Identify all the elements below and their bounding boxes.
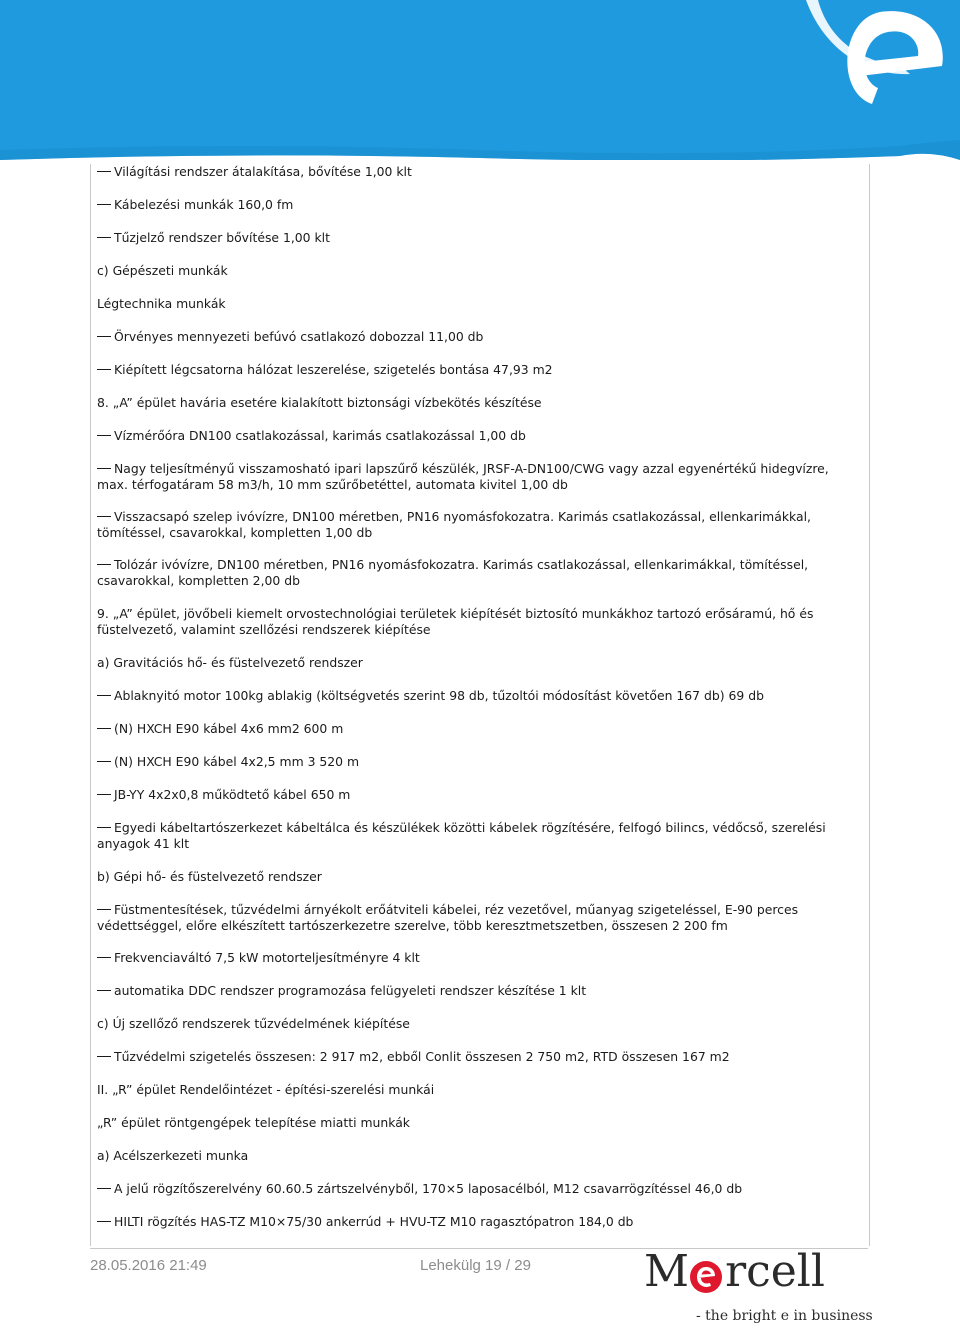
marcell-logo	[640, 1246, 873, 1328]
dash-bullet	[97, 761, 111, 762]
dash-bullet	[97, 369, 111, 370]
list-item: Füstmentesítések, tűzvédelmi árnyékolt erőátviteli kábelei, réz vezetővel, műanyag szigeteléssel, E-90 perces védettséggel, előre elkészített tartószerkezetre szerelve, több keresztmetszetben, összesen 2 200 fm	[97, 902, 799, 933]
dash-bullet	[97, 564, 111, 565]
header-band	[0, 0, 960, 160]
section-heading: a) Gravitációs hő- és füstelvezető rendszer	[97, 655, 363, 670]
dash-bullet	[97, 794, 111, 795]
list-item: automatika DDC rendszer programozása felügyeleti rendszer készítése 1 klt	[97, 983, 859, 999]
section-heading: 8. „A” épület havária esetére kialakított biztonsági vízbekötés készítése	[97, 395, 542, 410]
section-heading: b) Gépi hő- és füstelvezető rendszer	[97, 869, 322, 884]
list-item: Vízmérőóra DN100 csatlakozással, karimás csatlakozással 1,00 db	[97, 428, 859, 444]
dash-bullet	[97, 957, 111, 958]
dash-bullet	[97, 1188, 111, 1189]
dash-bullet	[97, 728, 111, 729]
list-item: Örvényes mennyezeti befúvó csatlakozó dobozzal 11,00 db	[97, 329, 859, 345]
list-item: HILTI rögzítés HAS-TZ M10×75/30 ankerrúd + HVU-TZ M10 ragasztópatron 184,0 db	[97, 1214, 859, 1230]
dash-bullet	[97, 336, 111, 337]
list-item: A jelű rögzítőszerelvény 60.60.5 zártszelvényből, 170×5 laposacélból, M12 csavarrögzítéssel 46,0 db	[97, 1181, 859, 1197]
list-item: Frekvenciaváltó 7,5 kW motorteljesítményre 4 klt	[97, 950, 859, 966]
dash-bullet	[97, 171, 111, 172]
logo-tagline: - the bright e in business	[696, 1308, 873, 1324]
dash-bullet	[97, 990, 111, 991]
header-background	[0, 0, 960, 160]
list-item: Kábelezési munkák 160,0 fm	[97, 197, 859, 213]
list-item: Kiépített légcsatorna hálózat leszerelése, szigetelés bontása 47,93 m2	[97, 362, 859, 378]
marcell-e-icon	[689, 1260, 723, 1294]
dash-bullet	[97, 468, 111, 469]
dash-bullet	[97, 1056, 111, 1057]
section-heading: Légtechnika munkák	[97, 296, 226, 311]
dash-bullet	[97, 695, 111, 696]
list-item: Ablaknyitó motor 100kg ablakig (költségvetés szerint 98 db, tűzoltói módosítást követően 167 db) 69 db	[97, 688, 859, 704]
section-heading: „R” épület röntgengépek telepítése miatti munkák	[97, 1115, 410, 1130]
list-item: Nagy teljesítményű visszamosható ipari lapszűrő készülék, JRSF-A-DN100/CWG vagy azzal egyenértékű hidegvízre, max. térfogatáram 58 m3/h, 10 mm szűrőbetéttel, automata kivitel 1,00 db	[97, 461, 829, 492]
footer-page-number: Lehekülg 19 / 29	[420, 1257, 531, 1274]
dash-bullet	[97, 516, 111, 517]
list-item: Tűzjelző rendszer bővítése 1,00 klt	[97, 230, 859, 246]
list-item: Egyedi kábeltartószerkezet kábeltálca és készülékek közötti kábelek rögzítésére, felfogó bilincs, védőcső, szerelési anyagok 41 klt	[97, 820, 826, 851]
logo-wordmark: M rcell	[644, 1246, 825, 1297]
dash-bullet	[97, 204, 111, 205]
list-item: Tolózár ivóvízre, DN100 méretben, PN16 nyomásfokozatra. Karimás csatlakozással, ellenkarimákkal, tömítéssel, csavarokkal, kompletten 2,00 db	[97, 557, 809, 588]
dash-bullet	[97, 1221, 111, 1222]
dash-bullet	[97, 435, 111, 436]
dash-bullet	[97, 237, 111, 238]
list-item: Tűzvédelmi szigetelés összesen: 2 917 m2, ebből Conlit összesen 2 750 m2, RTD összesen 167 m2	[97, 1049, 859, 1065]
section-heading: c) Új szellőző rendszerek tűzvédelmének kiépítése	[97, 1016, 410, 1031]
dash-bullet	[97, 827, 111, 828]
section-heading: c) Gépészeti munkák	[97, 263, 228, 278]
footer-timestamp: 28.05.2016 21:49	[90, 1257, 207, 1274]
list-item: JB-YY 4x2x0,8 működtető kábel 650 m	[97, 787, 859, 803]
list-item: (N) HXCH E90 kábel 4x2,5 mm 3 520 m	[97, 754, 859, 770]
list-item: (N) HXCH E90 kábel 4x6 mm2 600 m	[97, 721, 859, 737]
section-heading: II. „R” épület Rendelőintézet - építési-szerelési munkái	[97, 1082, 435, 1097]
list-item: Világítási rendszer átalakítása, bővítése 1,00 klt	[97, 164, 859, 180]
section-heading: a) Acélszerkezeti munka	[97, 1148, 249, 1163]
section-heading: 9. „A” épület, jövőbeli kiemelt orvostechnológiai területek kiépítését biztosító munkákhoz tartozó erősáramú, hő és füstelvezető, valamint szellőzési rendszerek kiépítése	[97, 606, 814, 637]
list-item: Visszacsapó szelep ivóvízre, DN100 méretben, PN16 nyomásfokozatra. Karimás csatlakozással, ellenkarimákkal, tömítéssel, csavarokkal, kompletten 1,00 db	[97, 509, 811, 540]
dash-bullet	[97, 909, 111, 910]
